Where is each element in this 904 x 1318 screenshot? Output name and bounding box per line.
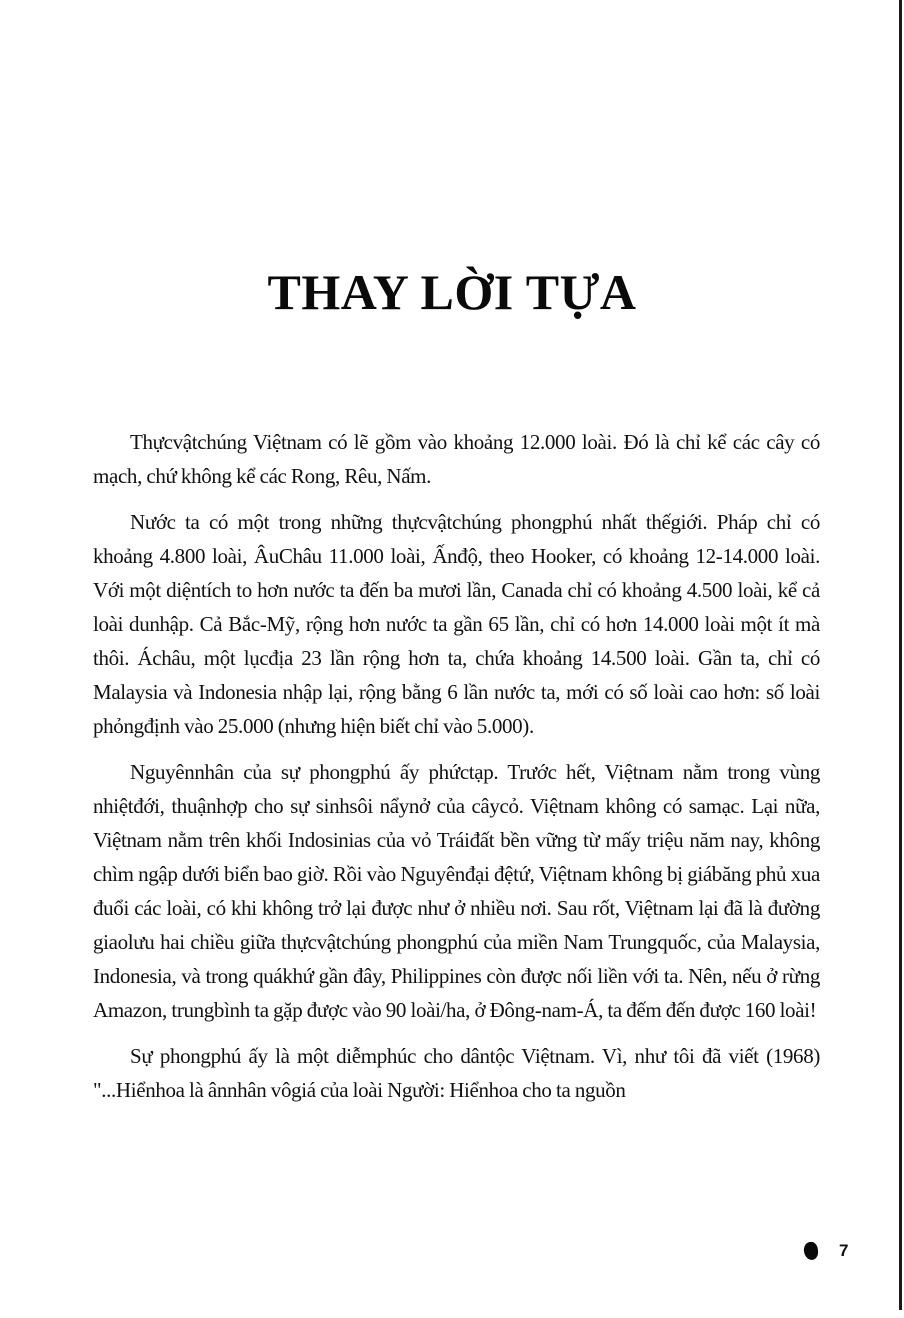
- page-number: 7: [839, 1241, 849, 1260]
- paragraph-1: Thựcvậtchúng Việtnam có lẽ gồm vào khoảng 12.000 loài. Đó là chỉ kể các cây có mạch, chứ không kể các Rong, Rêu, Nấm.: [93, 430, 820, 488]
- page-edge-border: [899, 0, 902, 1310]
- ink-blot-mark-icon: [803, 1241, 819, 1261]
- paragraph-4: Sự phongphú ấy là một diễmphúc cho dântộc Việtnam. Vì, như tôi đã viết (1968) "...Hiểnhoa là ânnhân vôgiá của loài Người: Hiểnhoa cho ta nguồn: [93, 1044, 820, 1102]
- paragraph-2: Nước ta có một trong những thựcvậtchúng phongphú nhất thếgiới. Pháp chỉ có khoảng 4.800 loài, ÂuChâu 11.000 loài, Ấnđộ, theo Hooker, có khoảng 12-14.000 loài. Với một diệntích to hơn nước ta đến ba mươi lần, Canada chỉ có khoảng 4.500 loài, kể cả loài dunhập. Cả Bắc-Mỹ, rộng hơn nước ta gần 65 lần, chỉ có hơn 14.000 loài một ít mà thôi. Áchâu, một lụcđịa 23 lần rộng hơn ta, chứa khoảng 14.500 loài. Gần ta, chỉ có Malaysia và Indonesia nhập lại, rộng bằng 6 lần nước ta, mới có số loài cao hơn: số loài phỏngđịnh vào 25.000 (nhưng hiện biết chỉ vào 5.000).: [93, 510, 820, 738]
- paragraph-3: Nguyênnhân của sự phongphú ấy phứctạp. Trước hết, Việtnam nằm trong vùng nhiệtđới, thuậnhợp cho sự sinhsôi nẩynở của câycỏ. Việtnam không có samạc. Lại nữa, Việtnam nằm trên khối Indosinias của vỏ Tráiđất bền vững từ mấy triệu năm nay, không chìm ngập dưới biển bao giờ. Rồi vào Nguyênđại đệtứ, Việtnam không bị giábăng phủ xua đuổi các loài, có khi không trở lại được như ở nhiều nơi. Sau rốt, Việtnam lại đã là đường giaolưu hai chiều giữa thựcvậtchúng phongphú của miền Nam Trungquốc, của Malaysia, Indonesia, và trong quákhứ gần đây, Philippines còn được nối liền với ta. Nên, nếu ở rừng Amazon, trungbình ta gặp được vào 90 loài/ha, ở Đông-nam-Á, ta đếm đến được 160 loài!: [93, 760, 820, 1022]
- page-title: THAY LỜI TỰA: [267, 264, 637, 320]
- body-text: [93, 425, 820, 1119]
- page-footer: [804, 1236, 848, 1266]
